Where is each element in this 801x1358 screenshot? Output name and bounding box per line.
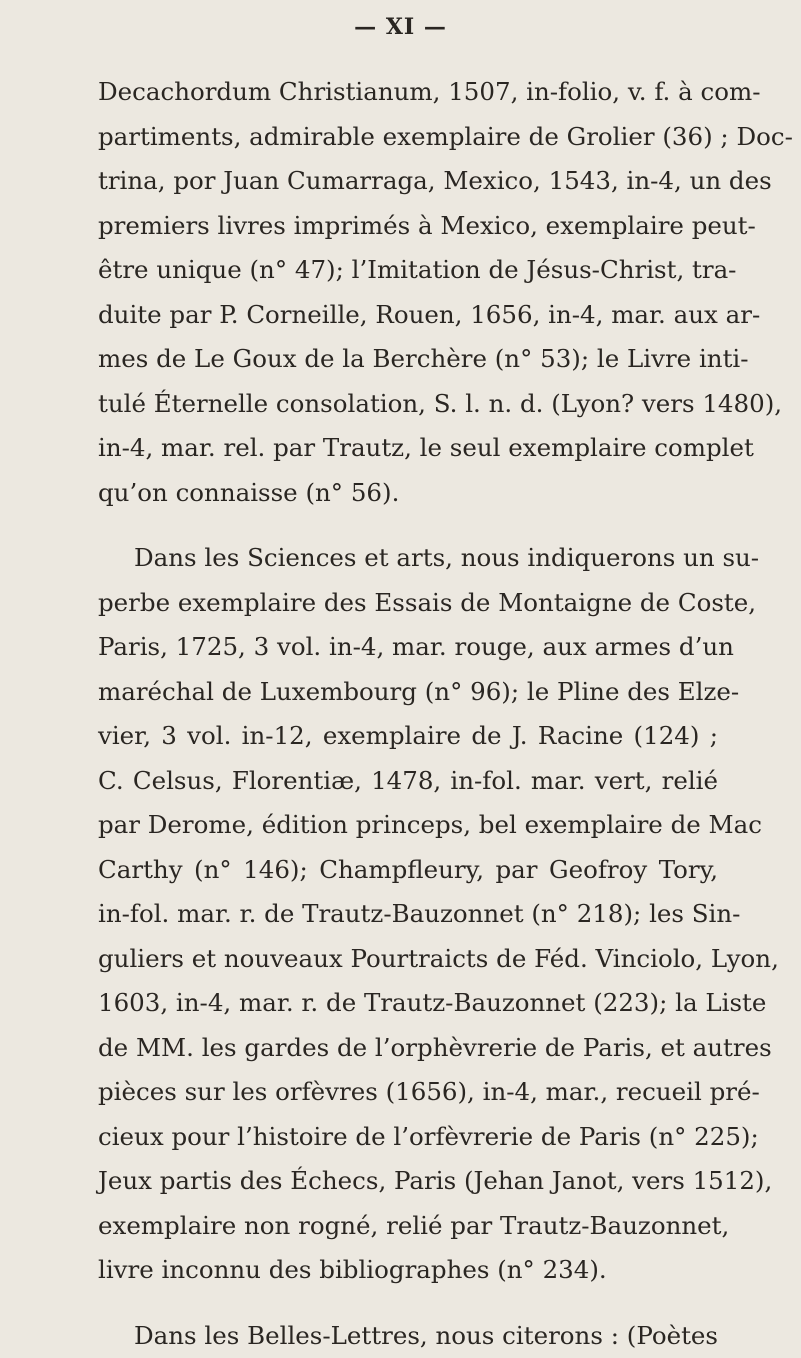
text-line: premiers livres imprimés à Mexico, exemplaire peut- [98,204,718,249]
text-line: perbe exemplaire des Essais de Montaigne de Coste, [98,581,718,626]
text-line: de MM. les gardes de l’orphèvrerie de Paris, et autres [98,1026,718,1071]
body-text [98,70,718,1358]
text-line: mes de Le Goux de la Berchère (n° 53); le Livre inti- [98,337,718,382]
paragraph-2 [98,536,718,1293]
text-line: Paris, 1725, 3 vol. in-4, mar. rouge, aux armes d’un [98,625,718,670]
text-line: partiments, admirable exemplaire de Grolier (36) ; Doc- [98,115,718,160]
text-line: C. Celsus, Florentiæ, 1478, in-fol. mar. vert, relié [98,759,718,804]
text-line: maréchal de Luxembourg (n° 96); le Pline des Elze- [98,670,718,715]
text-line: Jeux partis des Échecs, Paris (Jehan Janot, vers 1512), [98,1159,718,1204]
text-line: exemplaire non rogné, relié par Trautz-Bauzonnet, [98,1204,718,1249]
text-line: être unique (n° 47); l’Imitation de Jésus-Christ, tra- [98,248,718,293]
text-line: Dans les Belles-Lettres, nous citerons : (Poètes [98,1314,718,1358]
text-line: tulé Éternelle consolation, S. l. n. d. (Lyon? vers 1480), [98,382,718,427]
text-line: Decachordum Christianum, 1507, in-folio, v. f. à com- [98,70,718,115]
text-line: Carthy (n° 146); Champfleury, par Geofroy Tory, [98,848,718,893]
text-line: qu’on connaisse (n° 56). [98,471,718,516]
text-line: livre inconnu des bibliographes (n° 234). [98,1248,718,1293]
text-line: pièces sur les orfèvres (1656), in-4, mar., recueil pré- [98,1070,718,1115]
page-folio: — XI — [0,14,801,40]
paragraph-3 [98,1314,718,1358]
paragraph-1 [98,70,718,515]
text-line: vier, 3 vol. in-12, exemplaire de J. Racine (124) ; [98,714,718,759]
text-line: 1603, in-4, mar. r. de Trautz-Bauzonnet (223); la Liste [98,981,718,1026]
text-line: cieux pour l’histoire de l’orfèvrerie de Paris (n° 225); [98,1115,718,1160]
text-line: par Derome, édition princeps, bel exemplaire de Mac [98,803,718,848]
text-line: trina, por Juan Cumarraga, Mexico, 1543, in-4, un des [98,159,718,204]
text-line: Dans les Sciences et arts, nous indiquerons un su- [98,536,718,581]
text-line: in-4, mar. rel. par Trautz, le seul exemplaire complet [98,426,718,471]
text-line: guliers et nouveaux Pourtraicts de Féd. Vinciolo, Lyon, [98,937,718,982]
text-line: duite par P. Corneille, Rouen, 1656, in-4, mar. aux ar- [98,293,718,338]
text-line: in-fol. mar. r. de Trautz-Bauzonnet (n° 218); les Sin- [98,892,718,937]
